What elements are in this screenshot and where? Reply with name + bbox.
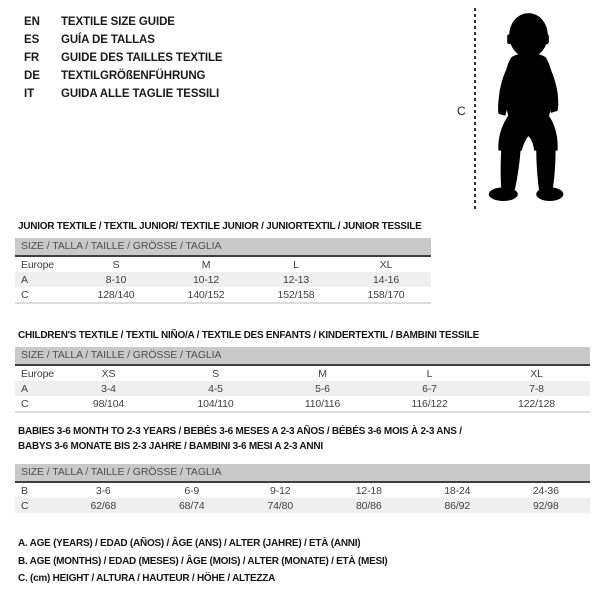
guide-title: GUIDE DES TAILLES TEXTILE: [61, 52, 223, 64]
table-cell: 5-6: [315, 382, 330, 395]
table-cell: 80/86: [355, 499, 382, 512]
table-cell: L: [293, 258, 299, 271]
note-line: B. AGE (MONTHS) / EDAD (MESES) / ÂGE (MOIS) / ALTER (MONATE) / ETÀ (MESI): [18, 555, 388, 567]
table-cell: 18-24: [444, 484, 471, 497]
table-row: [15, 287, 431, 303]
language-row: [24, 31, 223, 49]
table-cell: 128/140: [97, 288, 135, 301]
section-title-line: BABYS 3-6 MONATE BIS 2-3 JAHRE / BAMBINI 3-6 MESI A 2-3 ANNI: [18, 441, 323, 452]
language-row: [24, 85, 223, 103]
table-cell: M: [201, 258, 211, 271]
guide-title: GUIDA ALLE TAGLIE TESSILI: [61, 88, 220, 100]
table-cell: 98/104: [92, 397, 125, 410]
note-line: A. AGE (YEARS) / EDAD (AÑOS) / ÂGE (ANS) / ALTER (JAHRE) / ETÀ (ANNI): [18, 538, 361, 549]
language-row: [24, 49, 223, 67]
table-cell: XL: [530, 367, 543, 380]
table-cell: 12-18: [355, 484, 382, 497]
table-cell: 62/68: [90, 499, 117, 512]
note-line: C. (cm) HEIGHT / ALTURA / HAUTEUR / HÖHE / ALTEZZA: [18, 573, 276, 584]
row-label: C: [21, 397, 29, 410]
language-row: [24, 13, 223, 31]
table-cell: 152/158: [277, 288, 315, 301]
section-title-babies: [18, 424, 583, 454]
table-cell: S: [112, 258, 120, 271]
table-row: [15, 257, 431, 272]
guide-title: TEXTILE SIZE GUIDE: [61, 16, 175, 28]
section-title-junior: [18, 219, 458, 234]
table-cell: S: [212, 367, 219, 380]
table-cell: 24-36: [532, 484, 559, 497]
row-label: Europe: [21, 367, 54, 380]
table-row: [15, 381, 590, 396]
height-measure-label: C: [457, 104, 466, 118]
table-cell: 4-5: [208, 382, 223, 395]
language-code: FR: [24, 52, 40, 64]
table-cell: 10-12: [192, 273, 220, 286]
language-row: [24, 67, 223, 85]
table-cell: XL: [379, 258, 393, 271]
table-cell: 140/152: [187, 288, 225, 301]
table-cell: M: [318, 367, 327, 380]
table-cell: 3-4: [101, 382, 116, 395]
table-cell: 3-6: [95, 484, 111, 497]
table-cell: 158/170: [367, 288, 405, 301]
table-cell: 6-7: [422, 382, 437, 395]
table-cell: 8-10: [105, 273, 127, 286]
row-label: Europe: [21, 258, 54, 271]
row-label: A: [21, 273, 28, 286]
size-header-bar: SIZE / TALLA / TAILLE / GRÖSSE / TAGLIA: [15, 347, 590, 366]
language-code: ES: [24, 34, 40, 46]
babies-size-table: [15, 464, 590, 513]
height-measure-line: [474, 8, 476, 209]
table-cell: 110/116: [304, 397, 341, 410]
table-cell: 14-16: [372, 273, 400, 286]
row-label: A: [21, 382, 28, 395]
table-row: [15, 483, 590, 498]
guide-title: GUÍA DE TALLAS: [61, 34, 155, 46]
size-header-bar: SIZE / TALLA / TAILLE / GRÖSSE / TAGLIA: [15, 238, 431, 257]
junior-size-table: [15, 238, 431, 304]
language-code: IT: [24, 88, 35, 100]
table-cell: 86/92: [444, 499, 471, 512]
section-title-children: [18, 328, 583, 343]
language-title-list: [24, 13, 223, 103]
table-row: [15, 498, 590, 513]
table-row: [15, 272, 431, 287]
language-code: DE: [24, 70, 40, 82]
table-row: [15, 396, 590, 412]
table-cell: 68/74: [178, 499, 205, 512]
language-code: EN: [24, 16, 40, 28]
legend-notes: [18, 535, 388, 588]
section-title-line: JUNIOR TEXTILE / TEXTIL JUNIOR/ TEXTILE JUNIOR / JUNIORTEXTIL / JUNIOR TESSILE: [18, 221, 422, 232]
section-title-line: BABIES 3-6 MONTH TO 2-3 YEARS / BEBÉS 3-6 MESES A 2-3 AÑOS / BÉBÉS 3-6 MOIS À 2-3 ANS /: [18, 426, 462, 437]
table-cell: XS: [101, 367, 116, 380]
guide-title: TEXTILGRÖßENFÜHRUNG: [61, 70, 206, 82]
table-cell: L: [426, 367, 433, 380]
table-cell: 7-8: [529, 382, 544, 395]
table-row: [15, 366, 590, 381]
size-header-bar: SIZE / TALLA / TAILLE / GRÖSSE / TAGLIA: [15, 464, 590, 483]
section-title-line: CHILDREN'S TEXTILE / TEXTIL NIÑO/A / TEXTILE DES ENFANTS / KINDERTEXTIL / BAMBINI TESSILE: [18, 330, 480, 341]
table-cell: 116/122: [411, 397, 448, 410]
table-cell: 74/80: [267, 499, 294, 512]
children-size-table: [15, 347, 590, 413]
row-label: C: [21, 499, 29, 512]
table-cell: 12-13: [282, 273, 310, 286]
table-cell: 122/128: [518, 397, 555, 410]
row-label: C: [21, 288, 29, 301]
table-cell: 9-12: [270, 484, 291, 497]
row-label: B: [21, 484, 28, 497]
table-cell: 92/98: [532, 499, 559, 512]
table-cell: 104/110: [197, 397, 234, 410]
table-cell: 6-9: [184, 484, 200, 497]
toddler-silhouette-icon: [482, 9, 574, 207]
